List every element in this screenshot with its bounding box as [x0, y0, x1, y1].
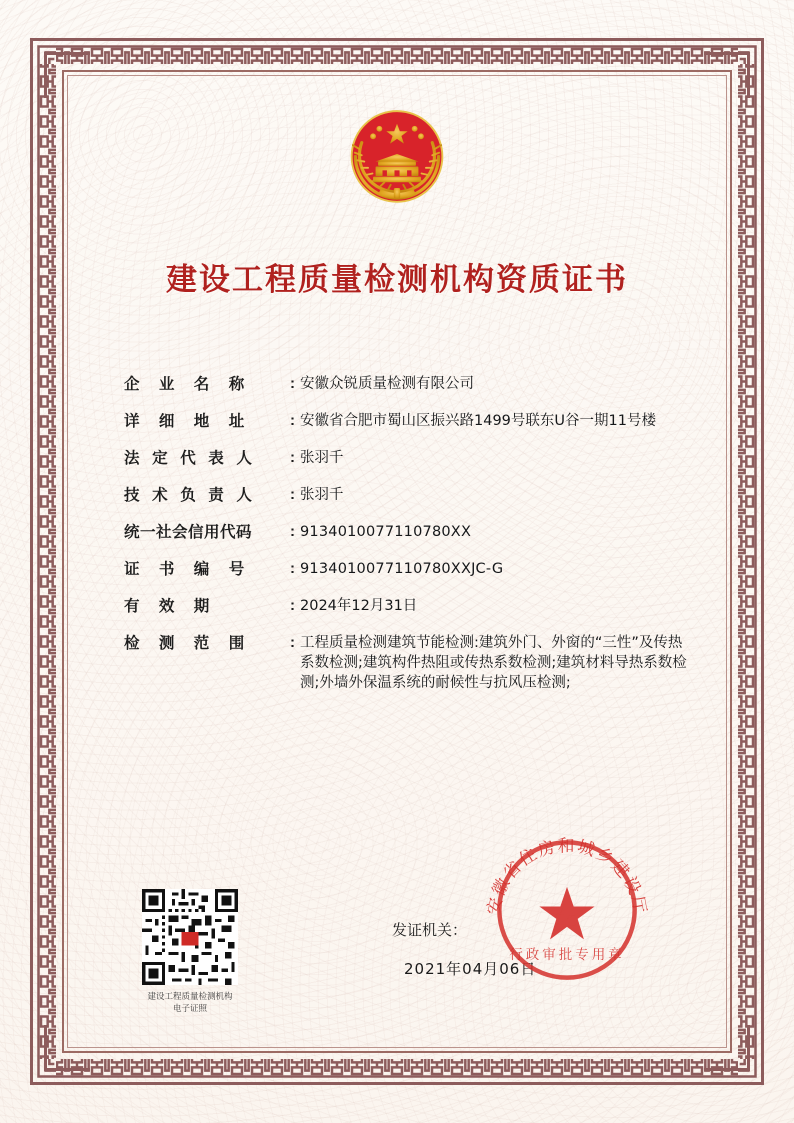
field-label-detailed-address: 详 细 地 址: [124, 412, 252, 430]
issuer-block: [358, 919, 688, 979]
emblem-container: [80, 96, 714, 222]
field-colon-valid-until: :: [290, 597, 295, 614]
field-value-valid-until: 2024年12月31日: [300, 598, 418, 614]
field-colon-testing-scope: :: [290, 634, 295, 651]
field-label-certificate-number: 证 书 编 号: [124, 560, 252, 578]
issue-date: 2021年04月06日: [404, 960, 537, 978]
qr-code-icon[interactable]: [142, 889, 238, 985]
field-value-technical-director: 张羽千: [300, 487, 344, 503]
field-colon-certificate-number: :: [290, 560, 295, 577]
field-label-legal-representative: 法 定 代 表 人: [124, 449, 256, 467]
field-colon-technical-director: :: [290, 486, 295, 503]
field-value-detailed-address: 安徽省合肥市蜀山区振兴路1499号联东U谷一期11号楼: [300, 413, 656, 429]
field-legal-representative: [124, 448, 692, 468]
field-colon-detailed-address: :: [290, 412, 295, 429]
certificate-content: [80, 86, 714, 1037]
field-value-legal-representative: 张羽千: [300, 450, 344, 466]
field-colon-enterprise-name: :: [290, 375, 295, 392]
field-enterprise-name: [124, 374, 692, 394]
field-value-unified-social-credit-code: 9134010077110780XX: [300, 524, 472, 540]
field-label-technical-director: 技 术 负 责 人: [124, 486, 256, 504]
certificate-title: 建设工程质量检测机构资质证书: [166, 262, 628, 298]
field-detailed-address: [124, 411, 692, 431]
field-label-testing-scope: 检 测 范 围: [124, 634, 252, 652]
field-list: [124, 374, 692, 710]
field-testing-scope: [124, 633, 692, 693]
qr-caption-line1: 建设工程质量检测机构: [147, 992, 233, 1002]
electronic-license-qr-block[interactable]: [120, 889, 260, 1015]
field-value-certificate-number: 9134010077110780XXJC-G: [300, 561, 504, 577]
national-emblem-icon: [334, 96, 460, 222]
qr-caption-line2: 电子证照: [172, 1004, 207, 1014]
issuer-label: 发证机关：: [392, 921, 468, 939]
field-label-unified-social-credit-code: 统一社会信用代码: [124, 523, 253, 541]
field-value-testing-scope: 工程质量检测建筑节能检测:建筑外门、外窗的“三性”及传热系数检测;建筑构件热阻或传热系数检测;建筑材料导热系数检测;外墙外保温系统的耐候性与抗风压检测;: [300, 635, 687, 691]
field-valid-until: [124, 596, 692, 616]
svg-text:安徽省住房和城乡建设厅: 安徽省住房和城乡建设厅: [483, 835, 651, 917]
field-certificate-number: [124, 559, 692, 579]
field-unified-social-credit-code: [124, 522, 692, 542]
field-label-valid-until: 有 效 期: [124, 597, 217, 615]
field-value-enterprise-name: 安徽众锐质量检测有限公司: [300, 376, 474, 392]
qr-caption: [120, 991, 260, 1015]
field-colon-legal-representative: :: [290, 449, 295, 466]
seal-bottom-text: 行政审批专用章: [509, 947, 625, 963]
field-technical-director: [124, 485, 692, 505]
field-label-enterprise-name: 企 业 名 称: [124, 375, 252, 393]
field-colon-unified-social-credit-code: :: [290, 523, 295, 540]
